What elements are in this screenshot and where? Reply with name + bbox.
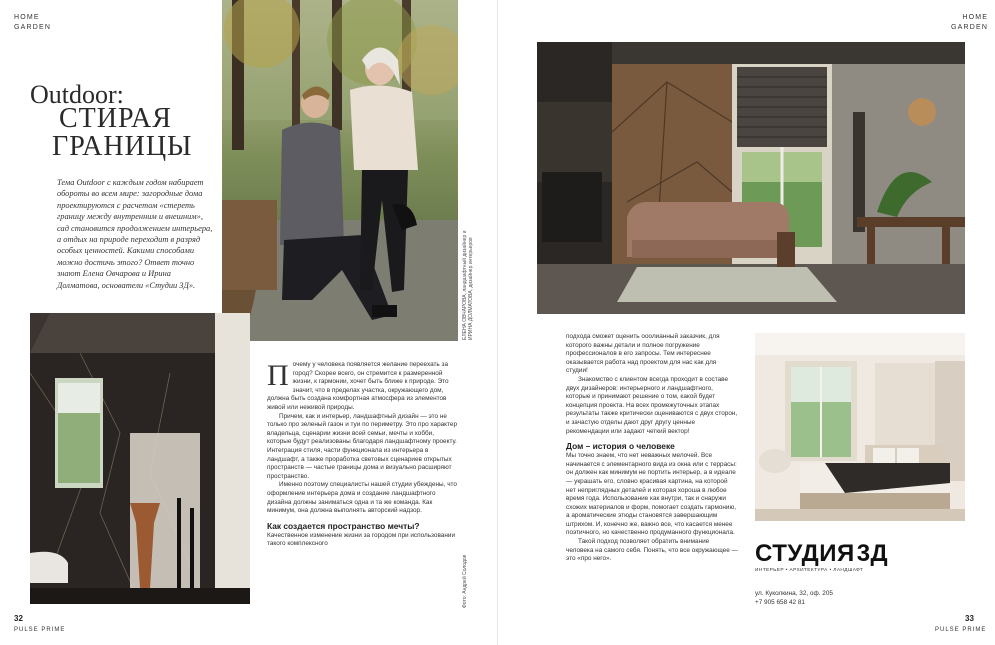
paragraph: Знакомство с клиентом всегда проходит в составе двух дизайнеров: интерьерного и ландшафтного, которые и принимают решение о том, какой будет концепция проекта. На всех промежуточных этапах результаты также критически оцениваются с двух сторон, и зачастую отделы дают друг другу ценные рекомендации или задают четкий вектор! [566, 375, 738, 435]
drop-cap: П [267, 359, 289, 392]
paragraph: Такой подход позволяет обратить внимание человека на самого себя. Понять, что все окружающее — это «про него». [566, 538, 738, 563]
page-spine [497, 0, 498, 645]
section-label: HOME GARDEN [951, 14, 989, 31]
section-label: HOME GARDEN [14, 14, 52, 31]
paragraph: очему у человека появляется желание переехать за город? Скорее всего, он стремится к размеренной жизни, к гармонии, хочет быть ближе к природе. Это значит, что в пределах участка, окружающего дом, должна быть создана комфортная атмосфера из элементов живой или неживой природы. [267, 361, 449, 411]
address: ул. Куколкина, 32, оф. 205 [755, 590, 833, 597]
photo-credit: Фото: Андрей Солодов [462, 554, 468, 608]
subheading: Дом – история о человеке [566, 441, 675, 452]
subheading: Как создается пространство мечты? [267, 520, 420, 531]
studio-logo [755, 542, 895, 573]
paragraph: подхода сможет оценить ооолианный заказчик, для которого важны детали и полное погружение профессионалов в его запросы. Тем интереснее оказывается работа над проектом для нас как для студии! [566, 333, 720, 375]
right-body-text [566, 333, 738, 564]
paragraph: Мы точно знаем, что нет неважных мелочей. Все начинается с элементарного вида из окна или с террасы: он должен как минимум не портить интерьер, а в идеале — украшать его, словно красивая картина, на которой нет неприглядных деталей и которая хороша в любое время года. Использование как внутри, так и снаружи схожих материалов и форм, помогает создать гармонию, а ароматические этюды становятся завершающим штрихом. И, конечно же, важно все, что касается менее поэтичного, но качественно продуманного функционала. [566, 452, 737, 537]
page-number: 33 [965, 614, 974, 623]
left-body-text [267, 361, 457, 549]
bedroom-photo [755, 333, 965, 521]
living-room-photo [537, 42, 965, 314]
magazine-name: PULSE PRIME [14, 627, 66, 633]
paragraph: Качественное изменение жизни за городом при использовании такого комплексного [267, 531, 456, 548]
phone: +7 905 658 42 81 [755, 599, 805, 606]
article-title-line2: СТИРАЯ [59, 103, 172, 134]
article-title-line1: Outdoor: [30, 80, 124, 109]
lead-paragraph: Тема Outdoor с каждым годом набирает обороты во всем мире: загородные дома проектируются с расчетом «стереть границу между внутренним и внешним», сад становится продолжением интерьера, а отдых на природе переходит в разряд особых ценностей. Какими способами можно достичь этого? Ответ точно знают Елена Овчарова и Ирина Долматова, основатели «Студии 3Д». [57, 178, 213, 290]
portrait-caption: ЕЛЕНА ОВЧАРОВА, ландшафтный дизайнер и ИРИНА ДОЛМАТОВА, дизайнер интерьеров [462, 230, 474, 340]
article-title-line3: ГРАНИЦЫ [52, 131, 193, 162]
logo-tagline: ИНТЕРЬЕР • АРХИТЕКТУРА • ЛАНДШАФТ [755, 568, 864, 573]
paragraph: Именно поэтому специалисты нашей студии убеждены, что оформление интерьера дома и создание ландшафтного дизайна должны заниматься одна и та же команда. Как минимум, она должна выполнять авторский надзор. [267, 481, 457, 515]
paragraph: Причем, как и интерьер, ландшафтный дизайн — это не только про зеленый газон и туи по периметру. Это про характер владельца, сценарии жизни всей семьи, мечты и хобби, которые будут реализованы благодаря ландшафтному проекту. Интеграция стиля, части функционала из интерьера в ландшафт, а также проработка световых сценариев открытых пространств — частые границы дома и визуально расширяют пространство. [267, 412, 458, 480]
page-number: 32 [14, 614, 23, 623]
contact-block [755, 589, 833, 607]
logo-wordmark: СТУДИЯ3Д [755, 540, 889, 567]
portrait-photo [222, 0, 458, 341]
bathroom-photo [30, 313, 250, 604]
magazine-name: PULSE PRIME [935, 627, 987, 633]
